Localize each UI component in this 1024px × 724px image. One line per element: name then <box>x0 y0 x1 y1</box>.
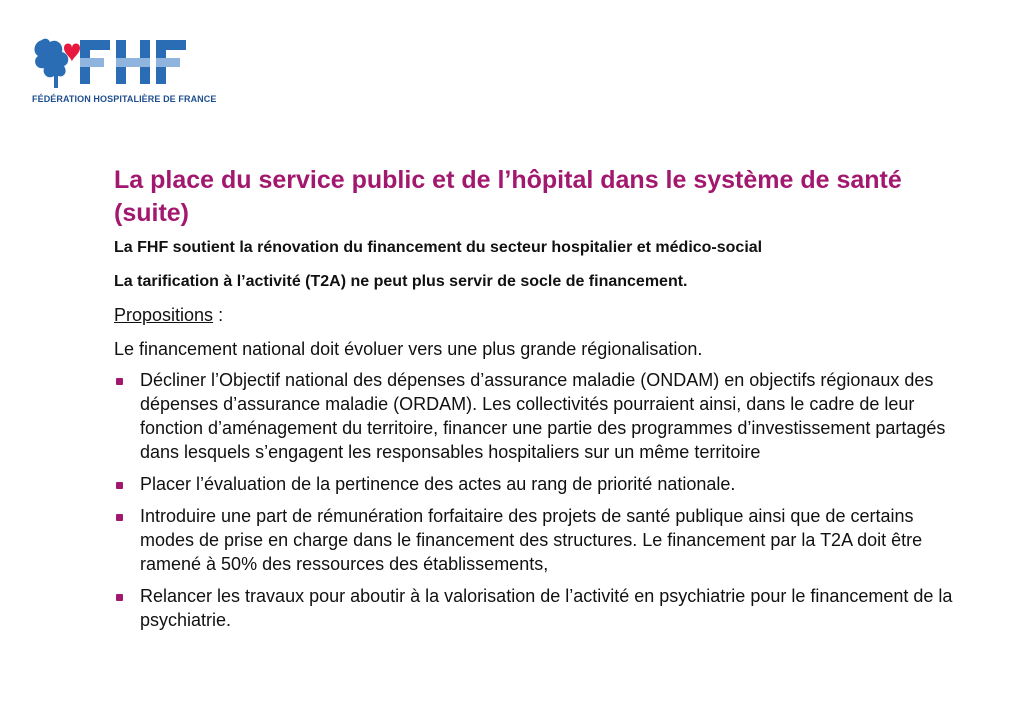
propositions-label: Propositions <box>114 305 214 325</box>
list-item <box>114 368 964 464</box>
slide-content <box>114 164 964 640</box>
intro-text: Le financement national doit évoluer vers une plus grande régionalisation. <box>114 339 703 359</box>
logo-caption: FÉDÉRATION HOSPITALIÈRE DE FRANCE <box>32 94 217 104</box>
propositions-suffix: : <box>213 305 224 325</box>
list-item-text: Décliner l’Objectif national des dépenses d’assurance maladie (ONDAM) en objectifs régionaux des dépenses d’assurance maladie (ORDAM). Les collectivités pourraient ainsi, dans le cadre de leur fonction d’aménagement du territoire, financer une partie des programmes d’investissement partagés dans lesquels s’engagent les responsables hospitaliers sur un même territoire <box>140 370 946 462</box>
fhf-logo <box>30 34 217 110</box>
fhf-logo-icon <box>30 34 200 92</box>
bullet-square-icon <box>116 594 123 601</box>
list-item-text: Placer l’évaluation de la pertinence des actes au rang de priorité nationale. <box>140 474 736 494</box>
slide-title: La place du service public et de l’hôpital dans le système de santé (suite) <box>114 166 902 227</box>
bullet-square-icon <box>116 378 123 385</box>
list-item <box>114 504 964 576</box>
propositions-line <box>114 304 964 326</box>
bullet-square-icon <box>116 514 123 521</box>
subtitle-t2a: La tarification à l’activité (T2A) ne peut plus servir de socle de financement. <box>114 273 688 290</box>
subtitle-financement: La FHF soutient la rénovation du financement du secteur hospitalier et médico-social <box>114 239 763 256</box>
list-item-text: Relancer les travaux pour aboutir à la valorisation de l’activité en psychiatrie pour le financement de la psychiatrie. <box>140 586 953 630</box>
bullet-square-icon <box>116 482 123 489</box>
list-item <box>114 584 964 632</box>
list-item-text: Introduire une part de rémunération forfaitaire des projets de santé publique ainsi que de certains modes de prise en charge dans le financement des structures. Le financement par la T2A doit être ramené à 50% des ressources des établissements, <box>140 506 923 574</box>
list-item <box>114 472 964 496</box>
propositions-list <box>114 368 964 632</box>
